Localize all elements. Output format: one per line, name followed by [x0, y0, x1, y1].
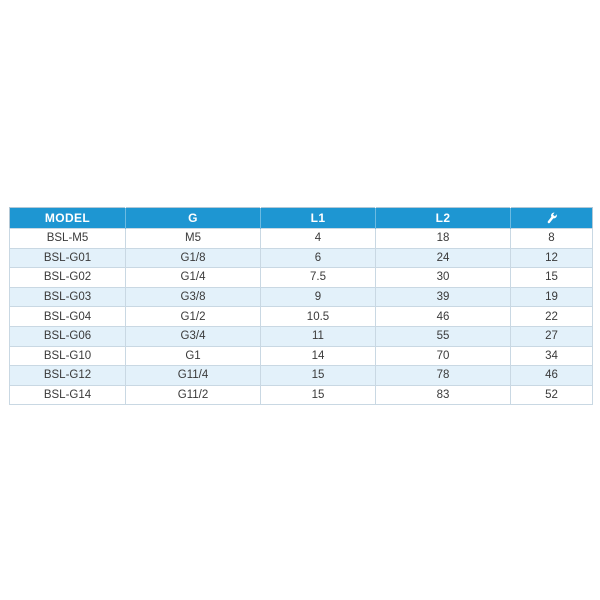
cell-g: G11/2	[126, 385, 261, 405]
cell-g: G1/8	[126, 248, 261, 268]
cell-l1: 10.5	[261, 307, 376, 327]
cell-wrench: 27	[511, 326, 593, 346]
cell-wrench: 52	[511, 385, 593, 405]
cell-l1: 7.5	[261, 268, 376, 288]
table-row	[10, 287, 593, 307]
cell-model: BSL-G14	[10, 385, 126, 405]
cell-model: BSL-G12	[10, 366, 126, 386]
cell-l2: 30	[376, 268, 511, 288]
cell-l2: 70	[376, 346, 511, 366]
table-row	[10, 385, 593, 405]
cell-model: BSL-G04	[10, 307, 126, 327]
cell-g: G1/2	[126, 307, 261, 327]
cell-l1: 6	[261, 248, 376, 268]
cell-l2: 18	[376, 229, 511, 249]
cell-wrench: 34	[511, 346, 593, 366]
table-row	[10, 366, 593, 386]
col-header-wrench	[511, 208, 593, 229]
cell-l2: 78	[376, 366, 511, 386]
col-header-l2: L2	[376, 208, 511, 229]
cell-wrench: 22	[511, 307, 593, 327]
cell-g: M5	[126, 229, 261, 249]
col-header-model: MODEL	[10, 208, 126, 229]
cell-l1: 14	[261, 346, 376, 366]
cell-model: BSL-M5	[10, 229, 126, 249]
cell-wrench: 46	[511, 366, 593, 386]
cell-wrench: 8	[511, 229, 593, 249]
cell-g: G3/4	[126, 326, 261, 346]
cell-wrench: 15	[511, 268, 593, 288]
header-row	[10, 208, 593, 229]
table-row	[10, 326, 593, 346]
cell-g: G1/4	[126, 268, 261, 288]
cell-g: G3/8	[126, 287, 261, 307]
table-row	[10, 346, 593, 366]
cell-model: BSL-G01	[10, 248, 126, 268]
cell-wrench: 12	[511, 248, 593, 268]
cell-l2: 83	[376, 385, 511, 405]
col-header-g: G	[126, 208, 261, 229]
spec-table	[9, 207, 593, 405]
cell-l1: 9	[261, 287, 376, 307]
table-row	[10, 248, 593, 268]
cell-model: BSL-G10	[10, 346, 126, 366]
table-row	[10, 307, 593, 327]
cell-l1: 11	[261, 326, 376, 346]
cell-l1: 15	[261, 385, 376, 405]
spec-table-body	[10, 229, 593, 405]
cell-l2: 39	[376, 287, 511, 307]
cell-l1: 15	[261, 366, 376, 386]
cell-g: G1	[126, 346, 261, 366]
cell-l2: 46	[376, 307, 511, 327]
wrench-icon	[545, 211, 559, 225]
table-row	[10, 229, 593, 249]
col-header-l1: L1	[261, 208, 376, 229]
cell-model: BSL-G06	[10, 326, 126, 346]
cell-l2: 24	[376, 248, 511, 268]
cell-l2: 55	[376, 326, 511, 346]
table-row	[10, 268, 593, 288]
cell-model: BSL-G03	[10, 287, 126, 307]
cell-wrench: 19	[511, 287, 593, 307]
cell-g: G11/4	[126, 366, 261, 386]
cell-model: BSL-G02	[10, 268, 126, 288]
cell-l1: 4	[261, 229, 376, 249]
